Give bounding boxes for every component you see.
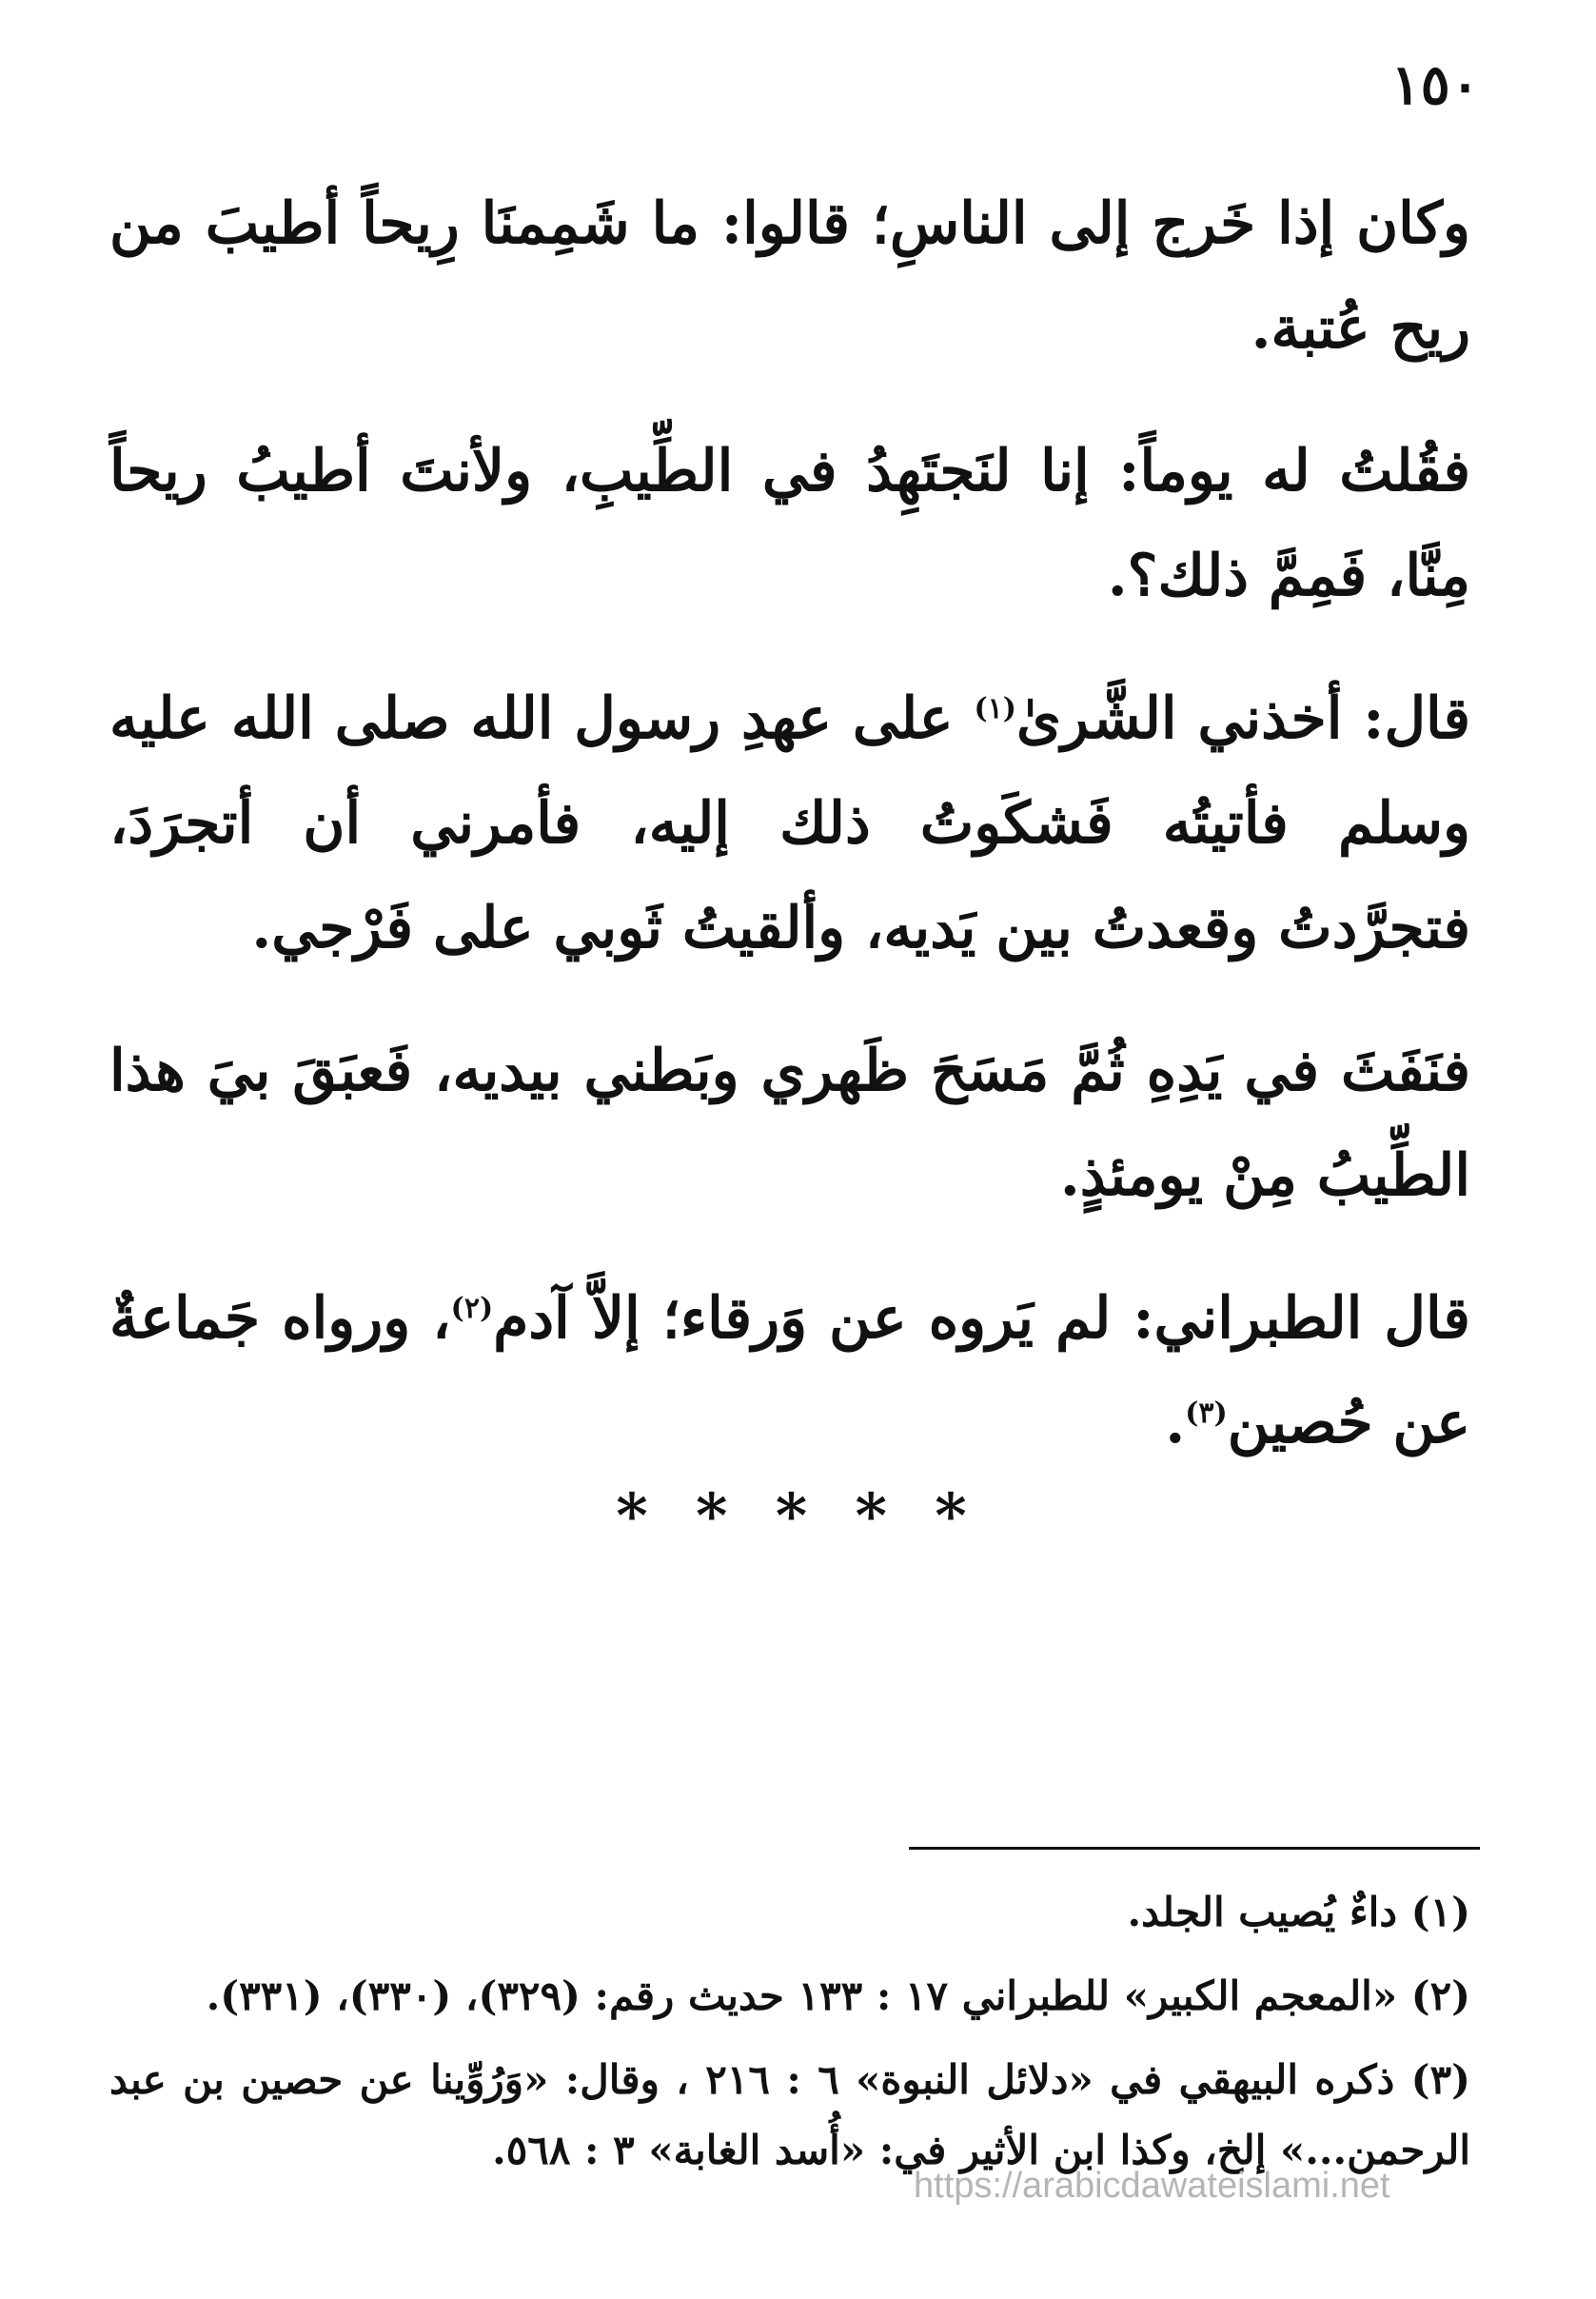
- footnote-ref-1[interactable]: (١): [974, 692, 1016, 725]
- footnote-ref-2[interactable]: (٢): [450, 1292, 494, 1325]
- paragraph-3: [109, 666, 1470, 981]
- footnote-1: (١) داءٌ يُصيب الجلد.: [1127, 1889, 1470, 1935]
- footnote-3: (٣) ذكره البيهقي في «دلائل النبوة» ٦ : ٢١٦ ، وقال: «وَرُوِّينا عن حصين بن عبد الرحمن...» إلخ، وكذا ابن الأثير في: «أُسد الغابة» ٣ : ٥٦٨.: [109, 2056, 1470, 2173]
- paragraph-2: فقُلتُ له يوماً: إنا لنَجتَهِدُ في الطِّيبِ، ولأنتَ أطيبُ ريحاً مِنَّا، فَمِمَّ ذلك؟.: [109, 438, 1470, 609]
- paragraph-5-text-end: .: [1165, 1390, 1186, 1457]
- paragraph-1: وكان إذا خَرج إلى الناسِ؛ قالوا: ما شَمِمنَا رِيحاً أطيبَ من ريح عُتبة.: [109, 190, 1470, 362]
- paragraph-3-text-before: قال: أخذني الشَّرىٰ: [1016, 685, 1471, 752]
- page-number: ١٥٠: [1390, 52, 1480, 117]
- footnote-ref-3[interactable]: (٣): [1185, 1397, 1228, 1430]
- paragraph-3-text-after: على عهدِ رسول الله صلى الله عليه وسلم فأتيتُه فَشكَوتُ ذلك إليه، فأمرني أن أتجرَدَ، فتجرَّدتُ وقعدتُ بين يَديه، وألقيتُ ثَوبي على فَرْجي.: [109, 685, 1470, 961]
- watermark-url: https://arabicdawateislami.net: [914, 2166, 1390, 2206]
- paragraph-5-text-before: قال الطبراني: لم يَروه عن وَرقاء؛ إلاَّ آدم: [493, 1285, 1470, 1352]
- section-separator: * * * * *: [616, 1480, 980, 1552]
- paragraph-4: فنَفَثَ في يَدِهِ ثُمَّ مَسَحَ ظَهري وبَطني بيديه، فَعبَقَ بيَ هذا الطِّيبُ مِنْ يومئذٍ.: [109, 1038, 1470, 1209]
- paragraph-5-text-after: ، ورواه جَماعةٌ عن حُصين: [109, 1285, 1470, 1457]
- footnote-2: (٢) «المعجم الكبير» للطبراني ١٧ : ١٣٣ حديث رقم: (٣٢٩)، (٣٣٠)، (٣٣١).: [206, 1972, 1470, 2019]
- footnotes: [109, 1877, 1470, 2199]
- paragraph-5: [109, 1266, 1470, 1476]
- footnote-divider: [909, 1847, 1480, 1850]
- main-text: [109, 171, 1470, 1514]
